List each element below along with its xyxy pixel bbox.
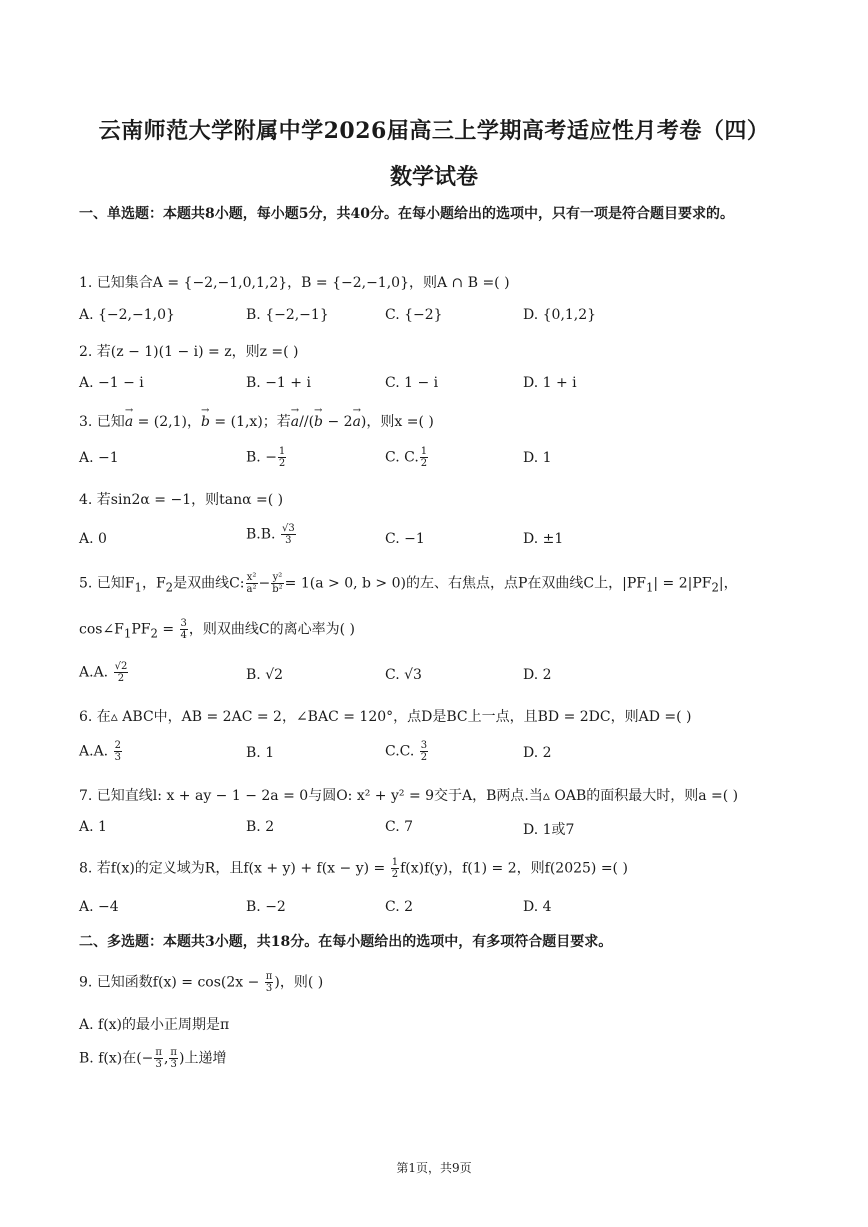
question-7-option-a: A. 1 xyxy=(79,819,107,835)
fraction: $\frac{\text{x²}}{\text{a²}}$ xyxy=(246,572,257,595)
vector-a: → a xyxy=(125,414,133,430)
question-7-stem: 7. 已知直线l: x + ay − 1 − 2a = 0与圆O: x² + y² = 9交于A，B两点.当▵ OAB的面积最大时，则a =( ) xyxy=(79,788,739,804)
question-3-option-a: A. −1 xyxy=(79,450,119,466)
fraction: $\frac{1}{2}$ xyxy=(278,446,286,469)
fraction: $\frac{\pi}{3}$ xyxy=(265,971,273,994)
question-5-option-a: A.A. $\frac{√2}{2}$ xyxy=(79,661,128,684)
section-heading-single-choice: 一、单选题：本题共8小题，每小题5分，共40分。在每小题给出的选项中，只有一项是符合题目要求的。 xyxy=(79,206,734,222)
fraction: $\frac{\pi}{3}$ xyxy=(155,1047,162,1070)
page-title: 云南师范大学附属中学2026届高三上学期高考适应性月考卷（四） xyxy=(98,118,770,144)
question-1-stem: 1. 已知集合A = {−2,−1,0,1,2}，B = {−2,−1,0}，则A ∩ B =( ) xyxy=(79,275,510,291)
question-7-option-d: D. 1或7 xyxy=(523,822,575,838)
section-heading-multiple-choice: 二、多选题：本题共3小题，共18分。在每小题给出的选项中，有多项符合题目要求。 xyxy=(79,934,613,950)
fraction: $\frac{\pi}{3}$ xyxy=(170,1047,177,1070)
question-3-option-d: D. 1 xyxy=(523,450,552,466)
question-3-stem: 3. 已知→ a = (2,1)，→ b = (1,x)；若→ a//(→ b − 2→ a)，则x =( ) xyxy=(79,411,434,431)
question-5-stem: 5. 已知$F_1$，$F_2$是双曲线C: $\frac{\text{x²}}{\text{a²}}$ − $\frac{\text{y²}}{\text{b²}}$ = 1(a > 0, b > 0)的左、右焦点，点P在双曲线C上，$|PF_1| = 2|PF_2|$， xyxy=(79,572,738,595)
fraction: $\frac{3}{4}$ xyxy=(180,618,187,641)
question-1-option-b: B. {−2,−1} xyxy=(246,307,329,323)
question-5-stem-line-2: $\cos\angle F_1PF_2$ = $\frac{3}{4}$ ，则双曲线C的离心率为( ) xyxy=(79,618,355,641)
question-8-option-b: B. −2 xyxy=(246,899,286,915)
question-8-option-d: D. 4 xyxy=(523,899,552,915)
question-4-option-a: A. 0 xyxy=(79,531,107,547)
question-4-stem: 4. 若sin2α = −1，则tanα =( ) xyxy=(79,492,284,508)
question-3-option-c: C. C. $\frac{1}{2}$ xyxy=(385,446,428,469)
question-9-stem: 9. 已知函数f(x) = cos(2x − $\frac{\pi}{3}$ )，则( ) xyxy=(79,971,324,994)
question-6-stem: 6. 在▵ ABC中，AB = 2AC = 2，∠BAC = 120°，点D是BC上一点，且BD = 2DC，则AD =( ) xyxy=(79,709,692,725)
question-6-option-b: B. 1 xyxy=(246,745,275,761)
fraction: $\frac{1}{2}$ xyxy=(420,446,428,469)
question-7-option-c: C. 7 xyxy=(385,819,414,835)
vector-a: → a xyxy=(353,414,361,430)
fraction: $\frac{3}{2}$ xyxy=(420,740,428,763)
question-9-option-a: A. f(x)的最小正周期是π xyxy=(79,1017,230,1033)
fraction: $\frac{2}{3}$ xyxy=(114,740,121,763)
page-footer: 第1页，共9页 xyxy=(396,1161,472,1175)
question-2-option-b: B. −1 + i xyxy=(246,375,311,391)
question-5-option-d: D. 2 xyxy=(523,667,552,683)
question-1-option-a: A. {−2,−1,0} xyxy=(79,307,175,323)
question-1-option-d: D. {0,1,2} xyxy=(523,307,597,323)
question-6-option-a: A.A. $\frac{2}{3}$ xyxy=(79,740,121,763)
fraction: $\frac{\text{y²}}{\text{b²}}$ xyxy=(272,572,283,595)
question-7-option-b: B. 2 xyxy=(246,819,275,835)
page-subtitle: 数学试卷 xyxy=(389,164,478,190)
question-8-option-a: A. −4 xyxy=(79,899,119,915)
fraction: $\frac{1}{2}$ xyxy=(391,857,399,880)
question-4-option-b: B.B. $\frac{√3}{3}$ xyxy=(246,523,295,546)
question-8-stem: 8. 若f(x)的定义域为R，且f(x + y) + f(x − y) = $\frac{1}{2}$ f(x)f(y)，f(1) = 2，则f(2025) =( ) xyxy=(79,857,628,880)
question-9-option-b: B. f(x)在(− $\frac{\pi}{3}$ , $\frac{\pi}{3}$ )上递增 xyxy=(79,1047,227,1070)
vector-b: → b xyxy=(314,414,323,430)
question-3-option-b: B. − $\frac{1}{2}$ xyxy=(246,446,286,469)
question-2-stem: 2. 若(z − 1)(1 − i) = z，则z =( ) xyxy=(79,344,299,360)
question-2-option-c: C. 1 − i xyxy=(385,375,439,391)
question-2-option-d: D. 1 + i xyxy=(523,375,577,391)
question-5-option-c: C. √3 xyxy=(385,667,422,683)
fraction: $\frac{√2}{2}$ xyxy=(114,661,128,684)
question-4-option-c: C. −1 xyxy=(385,531,425,547)
vector-a: → a xyxy=(291,414,299,430)
question-6-option-c: C.C. $\frac{3}{2}$ xyxy=(385,740,428,763)
fraction: $\frac{√3}{3}$ xyxy=(281,523,295,546)
question-1-option-c: C. {−2} xyxy=(385,307,443,323)
question-8-option-c: C. 2 xyxy=(385,899,414,915)
question-2-option-a: A. −1 − i xyxy=(79,375,144,391)
question-6-option-d: D. 2 xyxy=(523,745,552,761)
vector-b: → b xyxy=(201,414,210,430)
question-5-option-b: B. √2 xyxy=(246,667,284,683)
question-4-option-d: D. ±1 xyxy=(523,531,564,547)
